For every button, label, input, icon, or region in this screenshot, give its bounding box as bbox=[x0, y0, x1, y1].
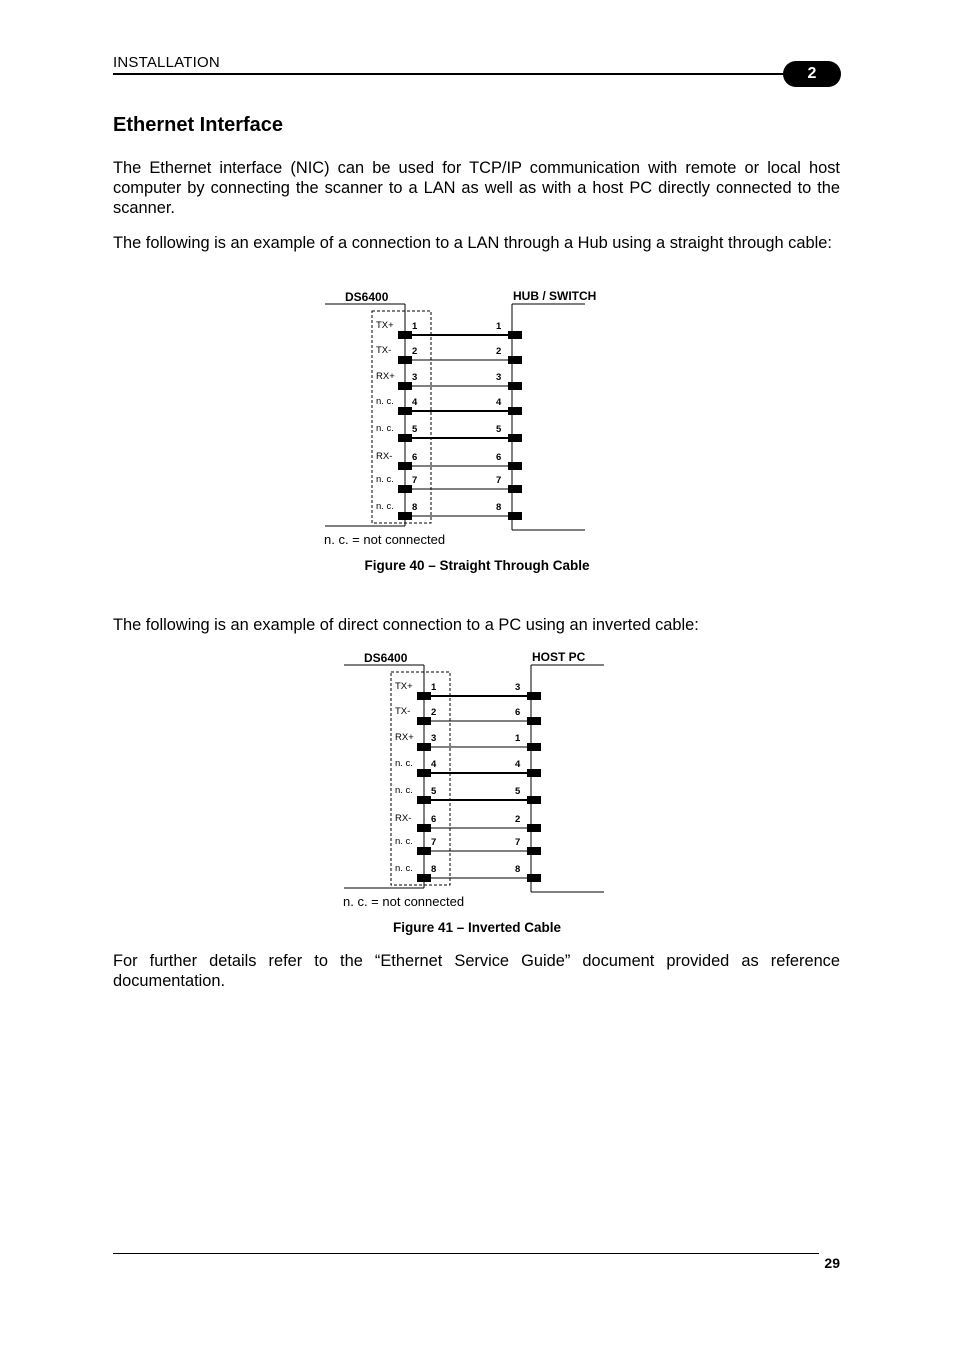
figure40-left-pin-6: 6 bbox=[412, 452, 418, 463]
figure41-signal-7: n. c. bbox=[395, 836, 413, 847]
figure41-right-pin-2: 6 bbox=[515, 707, 521, 718]
figure41-left-pin-2: 2 bbox=[431, 707, 437, 718]
figure40-left-terminal-6 bbox=[398, 462, 412, 470]
figure41-right-pin-4: 4 bbox=[515, 759, 521, 770]
fig40-note: n. c. = not connected bbox=[324, 532, 446, 547]
fig41-note: n. c. = not connected bbox=[343, 894, 465, 909]
figure41-left-pin-1: 1 bbox=[431, 682, 437, 693]
figure41-signal-3: RX+ bbox=[395, 732, 414, 743]
fig41-right-label: HOST PC bbox=[532, 650, 586, 664]
figure41-right-pin-6: 2 bbox=[515, 814, 521, 825]
figure40-right-pin-8: 8 bbox=[496, 502, 502, 513]
figure-41-caption: Figure 41 – Inverted Cable bbox=[392, 920, 562, 935]
figure41-signal-4: n. c. bbox=[395, 758, 413, 769]
figure41-left-pin-6: 6 bbox=[431, 814, 437, 825]
figure41-left-pin-5: 5 bbox=[431, 786, 437, 797]
figure40-right-pin-1: 1 bbox=[496, 321, 502, 332]
figure41-left-pin-3: 3 bbox=[431, 733, 437, 744]
figure40-right-pin-5: 5 bbox=[496, 424, 502, 435]
figure40-signal-6: RX- bbox=[376, 451, 393, 462]
figure40-signal-2: TX- bbox=[376, 345, 392, 356]
figure40-left-terminal-3 bbox=[398, 382, 412, 390]
figure40-right-terminal-8 bbox=[508, 512, 522, 520]
figure40-right-pin-2: 2 bbox=[496, 346, 502, 357]
figure41-right-pin-8: 8 bbox=[515, 864, 521, 875]
figure40-right-terminal-4 bbox=[508, 407, 522, 415]
running-header: INSTALLATION bbox=[113, 54, 220, 71]
straight-cable-intro: The following is an example of a connection to a LAN through a Hub using a straight through cable: bbox=[113, 234, 832, 252]
fig40-left-label: DS6400 bbox=[345, 290, 389, 304]
figure41-left-pin-4: 4 bbox=[431, 759, 437, 770]
figure40-left-pin-3: 3 bbox=[412, 372, 418, 383]
figure41-right-pin-1: 3 bbox=[515, 682, 521, 693]
figure40-left-pin-5: 5 bbox=[412, 424, 418, 435]
figure40-right-terminal-7 bbox=[508, 485, 522, 493]
figure40-right-terminal-6 bbox=[508, 462, 522, 470]
figure40-left-terminal-2 bbox=[398, 356, 412, 364]
footer-rule bbox=[113, 1253, 819, 1254]
figure40-signal-7: n. c. bbox=[376, 474, 394, 485]
chapter-badge: 2 bbox=[783, 61, 841, 87]
figure40-left-pin-7: 7 bbox=[412, 475, 418, 486]
figure40-left-pin-8: 8 bbox=[412, 502, 418, 513]
closing-paragraph: For further details refer to the “Ethernet Service Guide” document provided as reference documentation. bbox=[113, 952, 840, 990]
figure41-signal-2: TX- bbox=[395, 706, 411, 717]
figure41-signal-1: TX+ bbox=[395, 681, 413, 692]
figure40-right-terminal-3 bbox=[508, 382, 522, 390]
figure41-signal-6: RX- bbox=[395, 813, 412, 824]
figure40-left-terminal-4 bbox=[398, 407, 412, 415]
intro-paragraph: The Ethernet interface (NIC) can be used for TCP/IP communication with remote or local host computer by connecting the scanner to a LAN as well as with a host PC directly connected to the scanner. bbox=[113, 159, 840, 217]
figure41-right-pin-7: 7 bbox=[515, 837, 521, 848]
figure40-left-pin-2: 2 bbox=[412, 346, 418, 357]
straight-through-wiring bbox=[325, 289, 596, 530]
fig41-left-label: DS6400 bbox=[364, 651, 408, 665]
figure40-left-terminal-5 bbox=[398, 434, 412, 442]
figure40-signal-4: n. c. bbox=[376, 396, 394, 407]
section-title: Ethernet Interface bbox=[113, 114, 284, 136]
figure41-left-pin-7: 7 bbox=[431, 837, 437, 848]
figure40-right-terminal-1 bbox=[508, 331, 522, 339]
figure41-right-pin-3: 1 bbox=[515, 733, 521, 744]
figure40-signal-1: TX+ bbox=[376, 320, 394, 331]
figure40-right-pin-6: 6 bbox=[496, 452, 502, 463]
figure40-right-terminal-2 bbox=[508, 356, 522, 364]
figure-40-caption: Figure 40 – Straight Through Cable bbox=[364, 558, 590, 573]
figure40-signal-3: RX+ bbox=[376, 371, 395, 382]
figure40-signal-5: n. c. bbox=[376, 423, 394, 434]
figure40-right-terminal-5 bbox=[508, 434, 522, 442]
figure40-left-terminal-7 bbox=[398, 485, 412, 493]
figure40-right-pin-7: 7 bbox=[496, 475, 502, 486]
figure41-left-pin-8: 8 bbox=[431, 864, 437, 875]
figure40-left-terminal-8 bbox=[398, 512, 412, 520]
figure41-signal-5: n. c. bbox=[395, 785, 413, 796]
figure40-left-terminal-1 bbox=[398, 331, 412, 339]
figure40-right-pin-4: 4 bbox=[496, 397, 502, 408]
figure41-signal-8: n. c. bbox=[395, 863, 413, 874]
inverted-cable-intro: The following is an example of direct connection to a PC using an inverted cable: bbox=[113, 616, 699, 634]
fig40-right-label: HUB / SWITCH bbox=[513, 289, 597, 303]
page-number: 29 bbox=[824, 1255, 840, 1271]
figure40-right-pin-3: 3 bbox=[496, 372, 502, 383]
figure41-right-pin-5: 5 bbox=[515, 786, 521, 797]
figure40-left-pin-1: 1 bbox=[412, 321, 418, 332]
figure40-signal-8: n. c. bbox=[376, 501, 394, 512]
figure40-left-pin-4: 4 bbox=[412, 397, 418, 408]
